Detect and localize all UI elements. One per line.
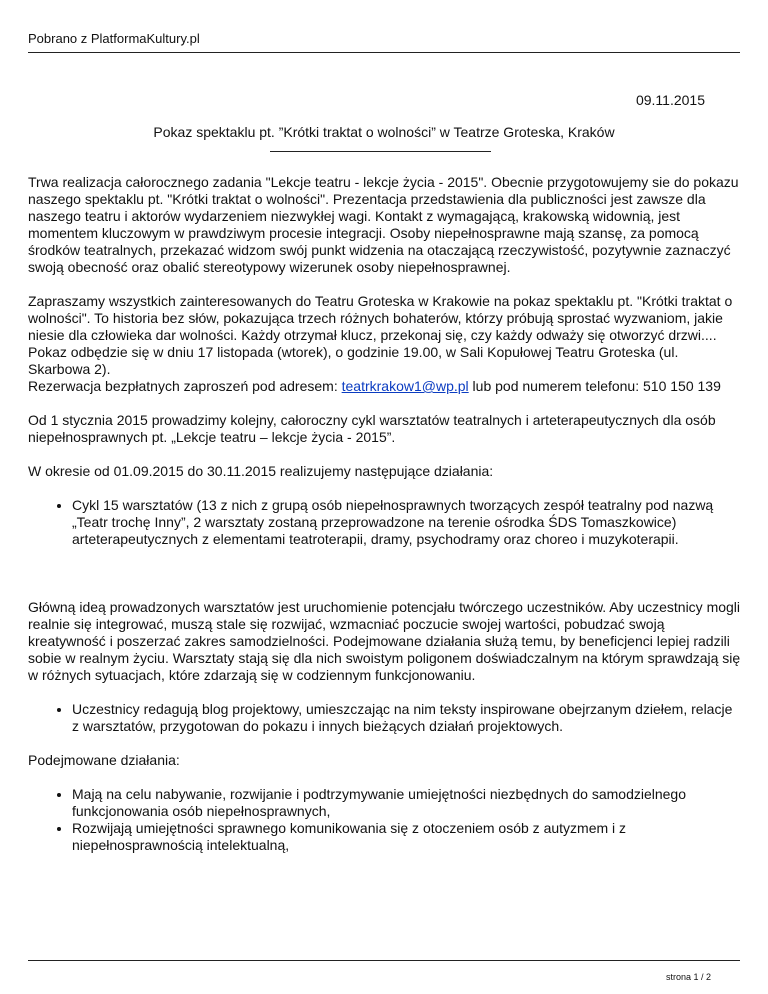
paragraph-intro: Trwa realizacja całorocznego zadania "Lekcje teatru - lekcje życia - 2015". Obecnie przygotowujemy sie do pokazu naszego spektaklu pt. "Krótki traktat o wolności". Prezentacja przedstawienia dla publiczności jest zawsze dla naszego teatru i aktorów wydarzeniem niezwykłej wagi. Kontakt z wymagającą, krakowską widownią, jest momentem kluczowym w prawdziwym procesie integracji. Osoby niepełnosprawne mają szansę, za pomocą środków teatralnych, przekazać widzom swój punkt widzenia na otaczającą rzeczywistość, pozytywnie zaznaczyć swoją obecność oraz obalić stereotypowy wizerunek osoby niepełnosprawnej. <box>28 174 739 275</box>
header-divider <box>28 52 740 53</box>
actions-list <box>28 786 742 854</box>
list-item: • Rozwijają umiejętności sprawnego komunikowania się z otoczeniem osób z autyzmem i z niepełnosprawnością intelektualną, <box>72 820 742 854</box>
title-underline <box>270 151 491 152</box>
paragraph-invitation: Zapraszamy wszystkich zainteresowanych do Teatru Groteska w Krakowie na pokaz spektaklu pt. "Krótki traktat o wolności". To historia bez słów, pokazująca trzech różnych bohaterów, którzy próbują sprostać wyzwaniom, jakie niesie dla człowieka dar wolności. Każdy otrzymał klucz, przekonaj się, czy każdy odważy się otworzyć drzwi.... <box>28 293 733 343</box>
footer-divider <box>28 960 740 961</box>
blog-list <box>28 701 742 735</box>
document-title: Pokaz spektaklu pt. ”Krótki traktat o wolności” w Teatrze Groteska, Kraków <box>153 124 615 140</box>
activities-list <box>28 497 742 548</box>
list-item: • Cykl 15 warsztatów (13 z nich z grupą osób niepełnosprawnych tworzących zespół teatralny pod nazwą „Teatr trochę Inny”, 2 warsztaty zostaną przeprowadzone na terenie ośrodka ŚDS Tomaszkowice) arteterapeutycznych z elementami teatroterapii, dramy, psychodramy oraz choreo i muzykoterapii. <box>72 497 742 548</box>
article-body <box>28 174 742 854</box>
paragraph-show-details: Pokaz odbędzie się w dniu 17 listopada (wtorek), o godzinie 19.00, w Sali Kopułowej Teatru Groteska (ul. Skarbowa 2). <box>28 344 679 377</box>
paragraph-workshop-cycle: Od 1 stycznia 2015 prowadzimy kolejny, całoroczny cykl warsztatów teatralnych i arteterapeutycznych dla osób niepełnosprawnych pt. „Lekcje teatru – lekcje życia - 2015”. <box>28 412 716 445</box>
reservation-email-link[interactable]: teatrkrakow1@wp.pl <box>341 378 469 394</box>
paragraph-main-idea: Główną ideą prowadzonych warsztatów jest uruchomienie potencjału twórczego uczestników. Aby uczestnicy mogli realnie się integrować, muszą stale się rozwijać, wzmacniać poczucie swojej wartości, pobudzać swoją kreatywność i poszerzać zakres samodzielności. Podejmowane działania służą temu, by beneficjenci lepiej radzili sobie w realnym życiu. Warsztaty stają się dla nich swoistym poligonem doświadczalnym na którym sprawdzają się w różnych sytuacjach, które zdarzają się w codziennym funkcjonowaniu. <box>28 599 741 683</box>
document-date: 09.11.2015 <box>635 92 705 108</box>
paragraph-actions-heading: Podejmowane działania: <box>28 752 180 768</box>
list-item: • Mają na celu nabywanie, rozwijanie i podtrzymywanie umiejętności niezbędnych do samodzielnego funkcjonowania osób niepełnosprawnych, <box>72 786 742 820</box>
reservation-suffix: lub pod numerem telefonu: 510 150 139 <box>468 378 721 394</box>
paragraph-period: W okresie od 01.09.2015 do 30.11.2015 realizujemy następujące działania: <box>28 463 494 479</box>
paragraph-reservation <box>28 378 742 395</box>
list-item: • Uczestnicy redagują blog projektowy, umieszczając na nim teksty inspirowane obejrzanym dziełem, relacje z warsztatów, przygotowan do pokazu i innych bieżących działań projektowych. <box>72 701 742 735</box>
source-header: Pobrano z PlatformaKultury.pl <box>28 31 200 46</box>
reservation-prefix: Rezerwacja bezpłatnych zaproszeń pod adresem: <box>28 378 342 394</box>
page-number: strona 1 / 2 <box>665 972 711 982</box>
